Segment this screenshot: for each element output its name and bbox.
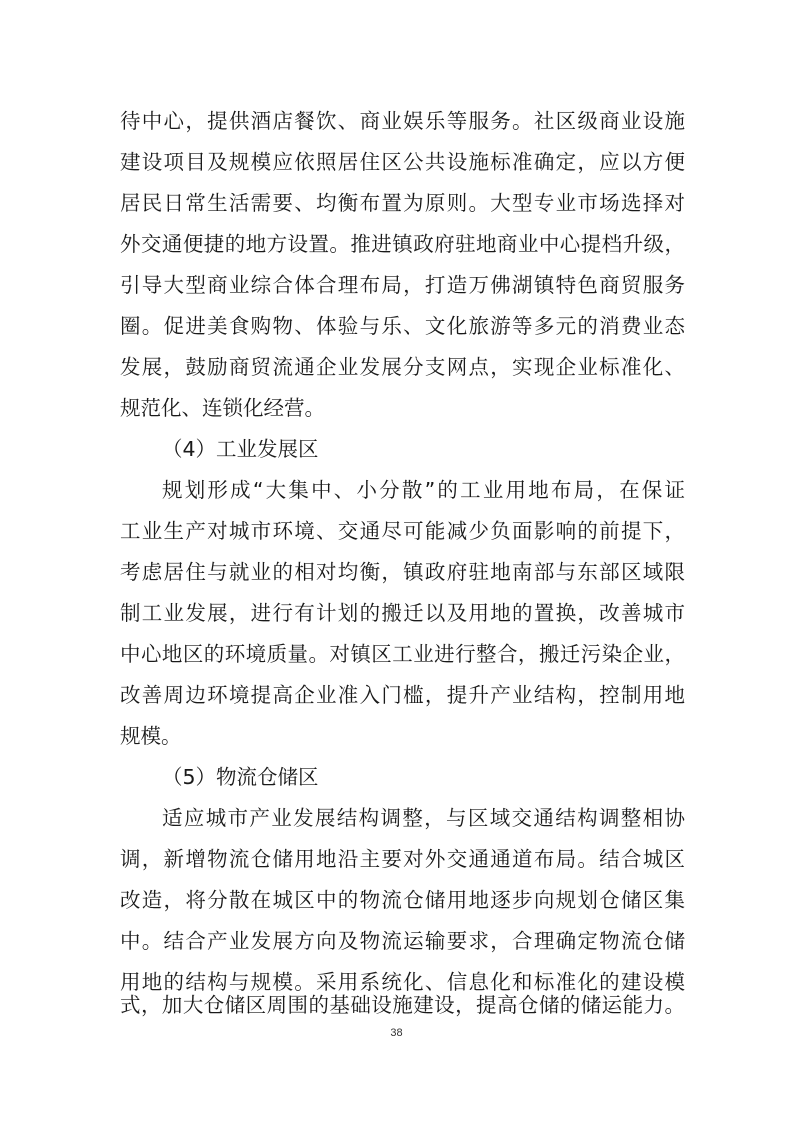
text-line: 中心地区的环境质量。对镇区工业进行整合，搬迁污染企业， <box>120 642 685 666</box>
text-line: 发展，鼓励商贸流通企业发展分支网点，实现企业标准化、 <box>120 355 685 379</box>
page-number: 38 <box>390 1027 403 1039</box>
text-line: 工业生产对城市环境、交通尽可能减少负面影响的前提下， <box>120 519 685 543</box>
text-line: 居民日常生活需要、均衡布置为原则。大型专业市场选择对 <box>120 191 685 215</box>
text-line: 改造，将分散在城区中的物流仓储用地逐步向规划仓储区集 <box>120 888 685 912</box>
text-line: 规模。 <box>120 724 182 748</box>
section-heading-industry: （4）工业发展区 <box>162 437 319 461</box>
text-line: 外交通便捷的地方设置。推进镇政府驻地商业中心提档升级， <box>120 232 685 256</box>
text-line: 制工业发展，进行有计划的搬迁以及用地的置换，改善城市 <box>120 601 685 625</box>
text-line: 圈。促进美食购物、体验与乐、文化旅游等多元的消费业态 <box>120 314 685 338</box>
text-line: 引导大型商业综合体合理布局，打造万佛湖镇特色商贸服务 <box>120 273 685 297</box>
text-line: 考虑居住与就业的相对均衡，镇政府驻地南部与东部区域限 <box>120 560 685 584</box>
text-line: 规划形成“大集中、小分散”的工业用地布局，在保证 <box>162 478 685 502</box>
text-line: 待中心，提供酒店餐饮、商业娱乐等服务。社区级商业设施 <box>120 109 685 133</box>
text-line: 中。结合产业发展方向及物流运输要求，合理确定物流仓储 <box>120 929 685 953</box>
text-line: 建设项目及规模应依照居住区公共设施标准确定，应以方便 <box>120 150 685 174</box>
text-line: 规范化、连锁化经营。 <box>120 396 325 420</box>
text-line: 用地的结构与规模。采用系统化、信息化和标准化的建设模 <box>120 970 685 994</box>
section-heading-logistics: （5）物流仓储区 <box>162 765 319 789</box>
text-line: 改善周边环境提高企业准入门槛，提升产业结构，控制用地 <box>120 683 685 707</box>
text-line: 调，新增物流仓储用地沿主要对外交通通道布局。结合城区 <box>120 847 685 871</box>
text-line: 式，加大仓储区周围的基础设施建设，提高仓储的储运能力。 <box>120 993 685 1017</box>
text-line: 适应城市产业发展结构调整，与区域交通结构调整相协 <box>162 806 685 830</box>
